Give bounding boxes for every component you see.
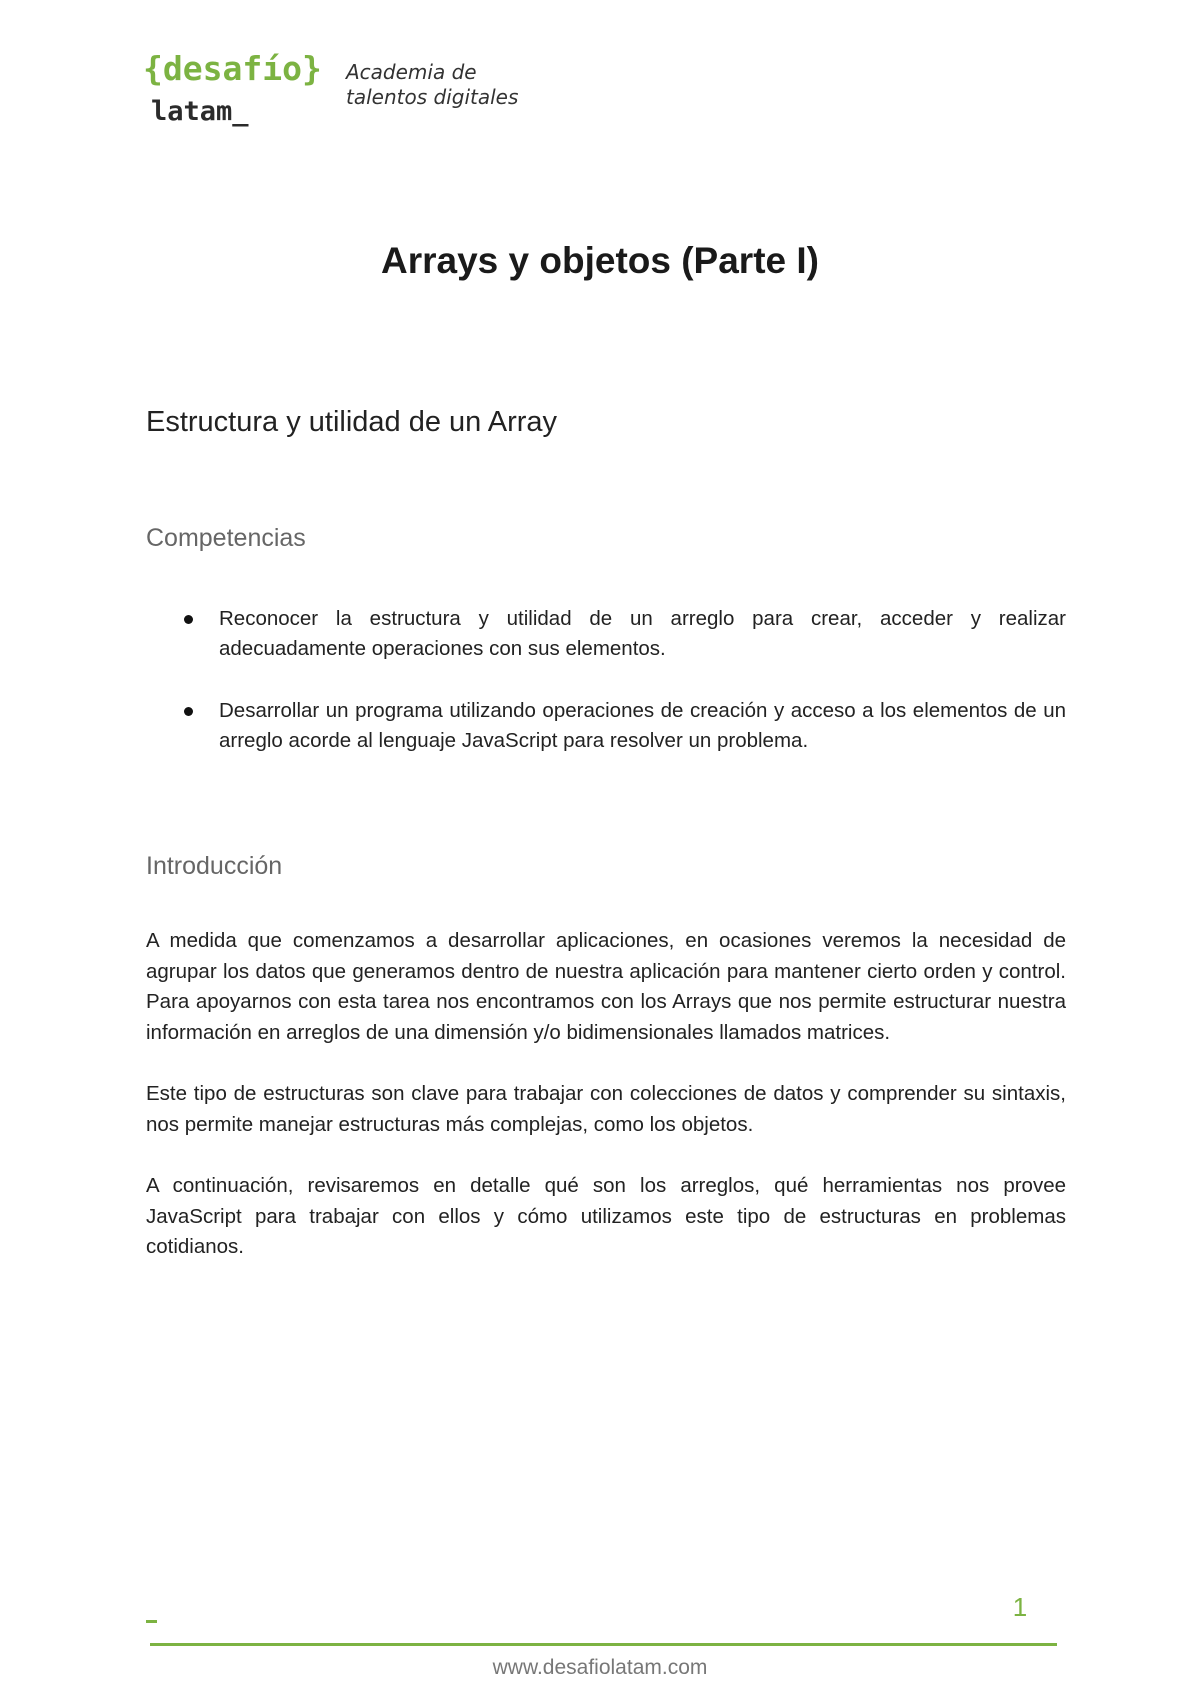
paragraph: A medida que comenzamos a desarrollar aplicaciones, en ocasiones veremos la necesidad de agrupar los datos que generamos dentro de nuestra aplicación para mantener cierto orden y control. Para apoyarnos con esta tarea nos encontramos con los Arrays que nos permite estructurar nuestra información en arreglos de una dimensión y/o bidimensionales llamados matrices. [146,929,1066,1044]
logo-tagline-line2: talentos digitales [346,85,519,109]
footer-underscore-mark [146,1620,157,1623]
paragraph: A continuación, revisaremos en detalle qué son los arreglos, qué herramientas nos provee JavaScript para trabajar con ellos y cómo utilizamos este tipo de estructuras en problemas cotidianos. [146,1174,1066,1258]
logo-subtext: latam_ [151,96,249,127]
list-item-text: Desarrollar un programa utilizando operaciones de creación y acceso a los elementos de un arreglo acorde al lenguaje JavaScript para resolver un problema. [219,699,1066,752]
list-item-text: Reconocer la estructura y utilidad de un arreglo para crear, acceder y realizar adecuadamente operaciones con sus elementos. [219,607,1066,660]
bullet-icon [184,707,193,716]
section-heading: Estructura y utilidad de un Array [146,406,558,438]
paragraph: Este tipo de estructuras son clave para trabajar con colecciones de datos y comprender su sintaxis, nos permite manejar estructuras más complejas, como los objetos. [146,1082,1066,1136]
page-number: 1 [1012,1592,1028,1622]
desafio-latam-logo [143,50,523,130]
introduccion-body [146,926,1066,1294]
list-item [146,604,1066,664]
logo-wordmark: {desafío} [143,50,322,88]
competencias-list [146,604,1066,788]
introduccion-heading: Introducción [146,852,283,880]
footer-website-link[interactable]: www.desafiolatam.com [492,1656,708,1679]
footer-divider [150,1643,1057,1646]
bullet-icon [184,615,193,624]
list-item [146,696,1066,756]
document-title: Arrays y objetos (Parte I) [381,240,819,281]
competencias-heading: Competencias [146,524,306,552]
logo-tagline-line1: Academia de [346,60,477,84]
